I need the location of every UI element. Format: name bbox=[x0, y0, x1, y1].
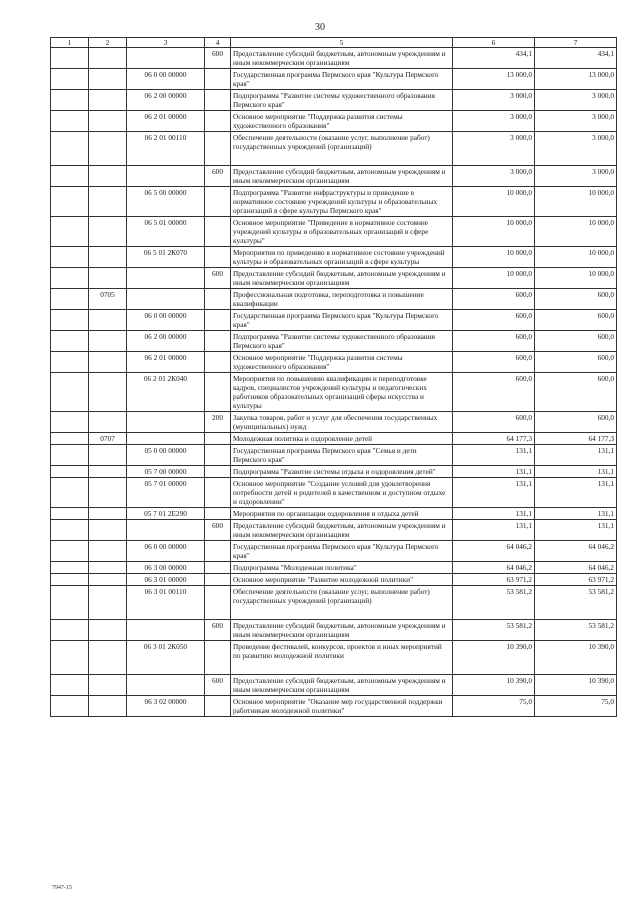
table-row bbox=[51, 541, 617, 562]
column-header: 3 bbox=[127, 38, 205, 48]
table-row bbox=[51, 111, 617, 132]
subsection-cell bbox=[89, 574, 127, 586]
expense-type-cell: 600 bbox=[205, 166, 231, 187]
description-cell: Предоставление субсидий бюджетным, автономным учреждениям и иным некоммерческим организациям bbox=[231, 48, 453, 69]
amount-cell: 10 000,0 bbox=[453, 247, 535, 268]
amount-cell: 13 000,0 bbox=[453, 69, 535, 90]
table-row bbox=[51, 641, 617, 675]
subsection-cell: 0705 bbox=[89, 289, 127, 310]
expense-type-cell bbox=[205, 541, 231, 562]
amount-cell: 131,1 bbox=[535, 520, 617, 541]
column-header: 4 bbox=[205, 38, 231, 48]
amount-cell: 131,1 bbox=[535, 445, 617, 466]
amount-cell: 10 000,0 bbox=[453, 217, 535, 247]
section-cell bbox=[51, 466, 89, 478]
amount-cell: 600,0 bbox=[535, 289, 617, 310]
amount-cell: 131,1 bbox=[453, 478, 535, 508]
table-row bbox=[51, 508, 617, 520]
amount-cell: 10 000,0 bbox=[535, 268, 617, 289]
subsection-cell bbox=[89, 373, 127, 412]
expense-type-cell bbox=[205, 331, 231, 352]
target-code-cell: 06 2 00 00000 bbox=[127, 331, 205, 352]
target-code-cell: 05 7 01 2Е290 bbox=[127, 508, 205, 520]
table-row bbox=[51, 247, 617, 268]
expense-type-cell bbox=[205, 289, 231, 310]
table-header-row bbox=[51, 38, 617, 48]
subsection-cell bbox=[89, 247, 127, 268]
amount-cell: 600,0 bbox=[453, 412, 535, 433]
expense-type-cell bbox=[205, 310, 231, 331]
table-row bbox=[51, 562, 617, 574]
amount-cell: 3 000,0 bbox=[453, 90, 535, 111]
amount-cell: 10 390,0 bbox=[535, 675, 617, 696]
target-code-cell: 06 5 00 00000 bbox=[127, 187, 205, 217]
target-code-cell: 06 5 01 2К070 bbox=[127, 247, 205, 268]
table-row bbox=[51, 586, 617, 620]
column-header: 5 bbox=[231, 38, 453, 48]
subsection-cell bbox=[89, 586, 127, 620]
target-code-cell bbox=[127, 412, 205, 433]
description-cell: Мероприятия по повышению квалификации и переподготовке кадров, специалистов учреждений культуры и педагогических работников образовательных организаций сферы искусства и культуры bbox=[231, 373, 453, 412]
description-cell: Профессиональная подготовка, переподготовка и повышение квалификации bbox=[231, 289, 453, 310]
section-cell bbox=[51, 696, 89, 717]
subsection-cell bbox=[89, 541, 127, 562]
section-cell bbox=[51, 187, 89, 217]
description-cell: Мероприятия по организации оздоровления и отдыха детей bbox=[231, 508, 453, 520]
section-cell bbox=[51, 247, 89, 268]
expense-type-cell bbox=[205, 187, 231, 217]
column-header: 7 bbox=[535, 38, 617, 48]
subsection-cell bbox=[89, 696, 127, 717]
target-code-cell: 06 0 00 00000 bbox=[127, 541, 205, 562]
target-code-cell bbox=[127, 289, 205, 310]
expense-type-cell bbox=[205, 696, 231, 717]
target-code-cell: 06 2 00 00000 bbox=[127, 90, 205, 111]
amount-cell: 131,1 bbox=[535, 478, 617, 508]
amount-cell: 131,1 bbox=[453, 445, 535, 466]
table-row bbox=[51, 373, 617, 412]
target-code-cell: 06 3 02 00000 bbox=[127, 696, 205, 717]
target-code-cell: 05 7 00 00000 bbox=[127, 466, 205, 478]
amount-cell: 600,0 bbox=[535, 352, 617, 373]
description-cell: Подпрограмма "Развитие системы художественного образования Пермского края" bbox=[231, 90, 453, 111]
expense-type-cell bbox=[205, 132, 231, 166]
target-code-cell bbox=[127, 520, 205, 541]
table-row bbox=[51, 132, 617, 166]
amount-cell: 64 177,3 bbox=[535, 433, 617, 445]
amount-cell: 10 000,0 bbox=[535, 247, 617, 268]
amount-cell: 64 046,2 bbox=[453, 562, 535, 574]
expense-type-cell bbox=[205, 641, 231, 675]
amount-cell: 64 046,2 bbox=[535, 541, 617, 562]
table-row bbox=[51, 574, 617, 586]
subsection-cell: 0707 bbox=[89, 433, 127, 445]
target-code-cell bbox=[127, 166, 205, 187]
target-code-cell: 06 2 01 00000 bbox=[127, 352, 205, 373]
amount-cell: 10 000,0 bbox=[453, 268, 535, 289]
expense-type-cell: 600 bbox=[205, 620, 231, 641]
table-row bbox=[51, 310, 617, 331]
table-body bbox=[51, 48, 617, 717]
subsection-cell bbox=[89, 111, 127, 132]
expense-type-cell bbox=[205, 586, 231, 620]
description-cell: Предоставление субсидий бюджетным, автономным учреждениям и иным некоммерческим организациям bbox=[231, 520, 453, 541]
subsection-cell bbox=[89, 166, 127, 187]
subsection-cell bbox=[89, 48, 127, 69]
expense-type-cell bbox=[205, 466, 231, 478]
subsection-cell bbox=[89, 675, 127, 696]
footer-code: 7947-15 bbox=[52, 885, 72, 891]
expense-type-cell: 200 bbox=[205, 412, 231, 433]
table-row bbox=[51, 69, 617, 90]
table-row bbox=[51, 520, 617, 541]
target-code-cell bbox=[127, 268, 205, 289]
amount-cell: 75,0 bbox=[535, 696, 617, 717]
expense-type-cell: 600 bbox=[205, 520, 231, 541]
amount-cell: 600,0 bbox=[453, 373, 535, 412]
expense-type-cell bbox=[205, 352, 231, 373]
subsection-cell bbox=[89, 520, 127, 541]
table-row bbox=[51, 217, 617, 247]
target-code-cell: 06 2 01 00110 bbox=[127, 132, 205, 166]
section-cell bbox=[51, 352, 89, 373]
expense-type-cell bbox=[205, 574, 231, 586]
description-cell: Предоставление субсидий бюджетным, автономным учреждениям и иным некоммерческим организациям bbox=[231, 675, 453, 696]
subsection-cell bbox=[89, 132, 127, 166]
subsection-cell bbox=[89, 331, 127, 352]
section-cell bbox=[51, 520, 89, 541]
target-code-cell bbox=[127, 675, 205, 696]
description-cell: Предоставление субсидий бюджетным, автономным учреждениям и иным некоммерческим организациям bbox=[231, 620, 453, 641]
description-cell: Государственная программа Пермского края "Культура Пермского края" bbox=[231, 69, 453, 90]
amount-cell: 131,1 bbox=[453, 508, 535, 520]
table-row bbox=[51, 696, 617, 717]
subsection-cell bbox=[89, 90, 127, 111]
amount-cell: 131,1 bbox=[453, 520, 535, 541]
column-header: 1 bbox=[51, 38, 89, 48]
table-row bbox=[51, 352, 617, 373]
amount-cell: 3 000,0 bbox=[453, 166, 535, 187]
amount-cell: 600,0 bbox=[453, 310, 535, 331]
table-row bbox=[51, 620, 617, 641]
subsection-cell bbox=[89, 187, 127, 217]
expense-type-cell bbox=[205, 562, 231, 574]
table-row bbox=[51, 90, 617, 111]
subsection-cell bbox=[89, 69, 127, 90]
amount-cell: 131,1 bbox=[535, 508, 617, 520]
expense-type-cell: 600 bbox=[205, 268, 231, 289]
budget-table bbox=[50, 37, 617, 717]
description-cell: Мероприятия по приведению в нормативное состояние учреждений культуры и образовательных организаций в сфере культуры bbox=[231, 247, 453, 268]
subsection-cell bbox=[89, 352, 127, 373]
amount-cell: 3 000,0 bbox=[535, 111, 617, 132]
section-cell bbox=[51, 289, 89, 310]
description-cell: Предоставление субсидий бюджетным, автономным учреждениям и иным некоммерческим организациям bbox=[231, 268, 453, 289]
table-row bbox=[51, 675, 617, 696]
table-row bbox=[51, 478, 617, 508]
amount-cell: 600,0 bbox=[453, 289, 535, 310]
description-cell: Основное мероприятие "Приведение в нормативное состояние учреждений культуры и образовательных организаций в сфере культуры" bbox=[231, 217, 453, 247]
target-code-cell: 05 0 00 00000 bbox=[127, 445, 205, 466]
section-cell bbox=[51, 69, 89, 90]
section-cell bbox=[51, 217, 89, 247]
section-cell bbox=[51, 111, 89, 132]
section-cell bbox=[51, 562, 89, 574]
amount-cell: 3 000,0 bbox=[535, 90, 617, 111]
subsection-cell bbox=[89, 508, 127, 520]
target-code-cell: 06 3 01 00110 bbox=[127, 586, 205, 620]
subsection-cell bbox=[89, 466, 127, 478]
target-code-cell: 06 3 00 00000 bbox=[127, 562, 205, 574]
amount-cell: 10 000,0 bbox=[535, 217, 617, 247]
target-code-cell: 06 2 01 2К040 bbox=[127, 373, 205, 412]
expense-type-cell bbox=[205, 247, 231, 268]
subsection-cell bbox=[89, 217, 127, 247]
section-cell bbox=[51, 641, 89, 675]
subsection-cell bbox=[89, 445, 127, 466]
section-cell bbox=[51, 310, 89, 331]
table-row bbox=[51, 187, 617, 217]
description-cell: Проведение фестивалей, конкурсов, проектов и иных мероприятий по развитию молодежной политики bbox=[231, 641, 453, 675]
section-cell bbox=[51, 508, 89, 520]
amount-cell: 3 000,0 bbox=[535, 166, 617, 187]
section-cell bbox=[51, 586, 89, 620]
section-cell bbox=[51, 132, 89, 166]
table-row bbox=[51, 445, 617, 466]
target-code-cell bbox=[127, 433, 205, 445]
column-header: 6 bbox=[453, 38, 535, 48]
amount-cell: 64 046,2 bbox=[453, 541, 535, 562]
subsection-cell bbox=[89, 562, 127, 574]
section-cell bbox=[51, 331, 89, 352]
table-row bbox=[51, 289, 617, 310]
description-cell: Государственная программа Пермского края "Культура Пермского края" bbox=[231, 310, 453, 331]
description-cell: Закупка товаров, работ и услуг для обеспечения государственных (муниципальных) нужд bbox=[231, 412, 453, 433]
amount-cell: 600,0 bbox=[535, 412, 617, 433]
column-header: 2 bbox=[89, 38, 127, 48]
description-cell: Основное мероприятие "Развитие молодежной политики" bbox=[231, 574, 453, 586]
target-code-cell: 05 7 01 00000 bbox=[127, 478, 205, 508]
amount-cell: 434,1 bbox=[453, 48, 535, 69]
amount-cell: 63 971,2 bbox=[453, 574, 535, 586]
amount-cell: 75,0 bbox=[453, 696, 535, 717]
description-cell: Подпрограмма "Развитие инфраструктуры и приведение в нормативное состояние учреждений культуры и образовательных организаций в сфере культуры Пермского края" bbox=[231, 187, 453, 217]
section-cell bbox=[51, 675, 89, 696]
expense-type-cell: 600 bbox=[205, 48, 231, 69]
amount-cell: 3 000,0 bbox=[453, 111, 535, 132]
description-cell: Основное мероприятие "Поддержка развития системы художественного образования" bbox=[231, 352, 453, 373]
subsection-cell bbox=[89, 620, 127, 641]
subsection-cell bbox=[89, 478, 127, 508]
target-code-cell bbox=[127, 48, 205, 69]
target-code-cell: 06 3 01 2К050 bbox=[127, 641, 205, 675]
expense-type-cell bbox=[205, 478, 231, 508]
amount-cell: 600,0 bbox=[535, 373, 617, 412]
description-cell: Подпрограмма "Развитие системы отдыха и оздоровления детей" bbox=[231, 466, 453, 478]
subsection-cell bbox=[89, 310, 127, 331]
expense-type-cell bbox=[205, 373, 231, 412]
description-cell: Обеспечение деятельности (оказание услуг, выполнение работ) государственных учреждений (организаций) bbox=[231, 586, 453, 620]
section-cell bbox=[51, 433, 89, 445]
description-cell: Молодежная политика и оздоровление детей bbox=[231, 433, 453, 445]
section-cell bbox=[51, 478, 89, 508]
description-cell: Предоставление субсидий бюджетным, автономным учреждениям и иным некоммерческим организациям bbox=[231, 166, 453, 187]
amount-cell: 600,0 bbox=[535, 331, 617, 352]
description-cell: Государственная программа Пермского края "Культура Пермского края" bbox=[231, 541, 453, 562]
amount-cell: 434,1 bbox=[535, 48, 617, 69]
table-row bbox=[51, 433, 617, 445]
amount-cell: 10 390,0 bbox=[453, 641, 535, 675]
amount-cell: 600,0 bbox=[453, 352, 535, 373]
expense-type-cell bbox=[205, 90, 231, 111]
table-row bbox=[51, 268, 617, 289]
expense-type-cell bbox=[205, 69, 231, 90]
amount-cell: 3 000,0 bbox=[535, 132, 617, 166]
amount-cell: 53 581,2 bbox=[453, 586, 535, 620]
amount-cell: 13 000,0 bbox=[535, 69, 617, 90]
amount-cell: 63 971,2 bbox=[535, 574, 617, 586]
amount-cell: 10 000,0 bbox=[453, 187, 535, 217]
section-cell bbox=[51, 268, 89, 289]
expense-type-cell bbox=[205, 111, 231, 132]
expense-type-cell: 600 bbox=[205, 675, 231, 696]
page-number: 30 bbox=[315, 22, 325, 33]
section-cell bbox=[51, 445, 89, 466]
description-cell: Подпрограмма "Развитие системы художественного образования Пермского края" bbox=[231, 331, 453, 352]
expense-type-cell bbox=[205, 445, 231, 466]
section-cell bbox=[51, 373, 89, 412]
amount-cell: 3 000,0 bbox=[453, 132, 535, 166]
amount-cell: 10 390,0 bbox=[453, 675, 535, 696]
expense-type-cell bbox=[205, 508, 231, 520]
section-cell bbox=[51, 541, 89, 562]
target-code-cell: 06 5 01 00000 bbox=[127, 217, 205, 247]
table-row bbox=[51, 166, 617, 187]
table-row bbox=[51, 466, 617, 478]
subsection-cell bbox=[89, 412, 127, 433]
description-cell: Подпрограмма "Молодежная политика" bbox=[231, 562, 453, 574]
table-row bbox=[51, 331, 617, 352]
section-cell bbox=[51, 48, 89, 69]
table-row bbox=[51, 412, 617, 433]
expense-type-cell bbox=[205, 217, 231, 247]
section-cell bbox=[51, 166, 89, 187]
description-cell: Государственная программа Пермского края "Семья и дети Пермского края" bbox=[231, 445, 453, 466]
amount-cell: 131,1 bbox=[453, 466, 535, 478]
section-cell bbox=[51, 574, 89, 586]
amount-cell: 53 581,2 bbox=[535, 620, 617, 641]
amount-cell: 64 177,3 bbox=[453, 433, 535, 445]
target-code-cell: 06 3 01 00000 bbox=[127, 574, 205, 586]
amount-cell: 10 390,0 bbox=[535, 641, 617, 675]
amount-cell: 53 581,2 bbox=[453, 620, 535, 641]
amount-cell: 10 000,0 bbox=[535, 187, 617, 217]
section-cell bbox=[51, 412, 89, 433]
description-cell: Основное мероприятие "Оказание мер государственной поддержки работникам молодежной политики" bbox=[231, 696, 453, 717]
description-cell: Основное мероприятие "Создание условий для удовлетворения потребности детей и родителей в качественном и доступном отдыхе и оздоровлении" bbox=[231, 478, 453, 508]
expense-type-cell bbox=[205, 433, 231, 445]
subsection-cell bbox=[89, 641, 127, 675]
table-row bbox=[51, 48, 617, 69]
amount-cell: 53 581,2 bbox=[535, 586, 617, 620]
section-cell bbox=[51, 620, 89, 641]
amount-cell: 64 046,2 bbox=[535, 562, 617, 574]
target-code-cell bbox=[127, 620, 205, 641]
description-cell: Обеспечение деятельности (оказание услуг, выполнение работ) государственных учреждений (организаций) bbox=[231, 132, 453, 166]
subsection-cell bbox=[89, 268, 127, 289]
section-cell bbox=[51, 90, 89, 111]
description-cell: Основное мероприятие "Поддержка развития системы художественного образования" bbox=[231, 111, 453, 132]
target-code-cell: 06 0 00 00000 bbox=[127, 310, 205, 331]
target-code-cell: 06 0 00 00000 bbox=[127, 69, 205, 90]
target-code-cell: 06 2 01 00000 bbox=[127, 111, 205, 132]
amount-cell: 131,1 bbox=[535, 466, 617, 478]
amount-cell: 600,0 bbox=[453, 331, 535, 352]
amount-cell: 600,0 bbox=[535, 310, 617, 331]
